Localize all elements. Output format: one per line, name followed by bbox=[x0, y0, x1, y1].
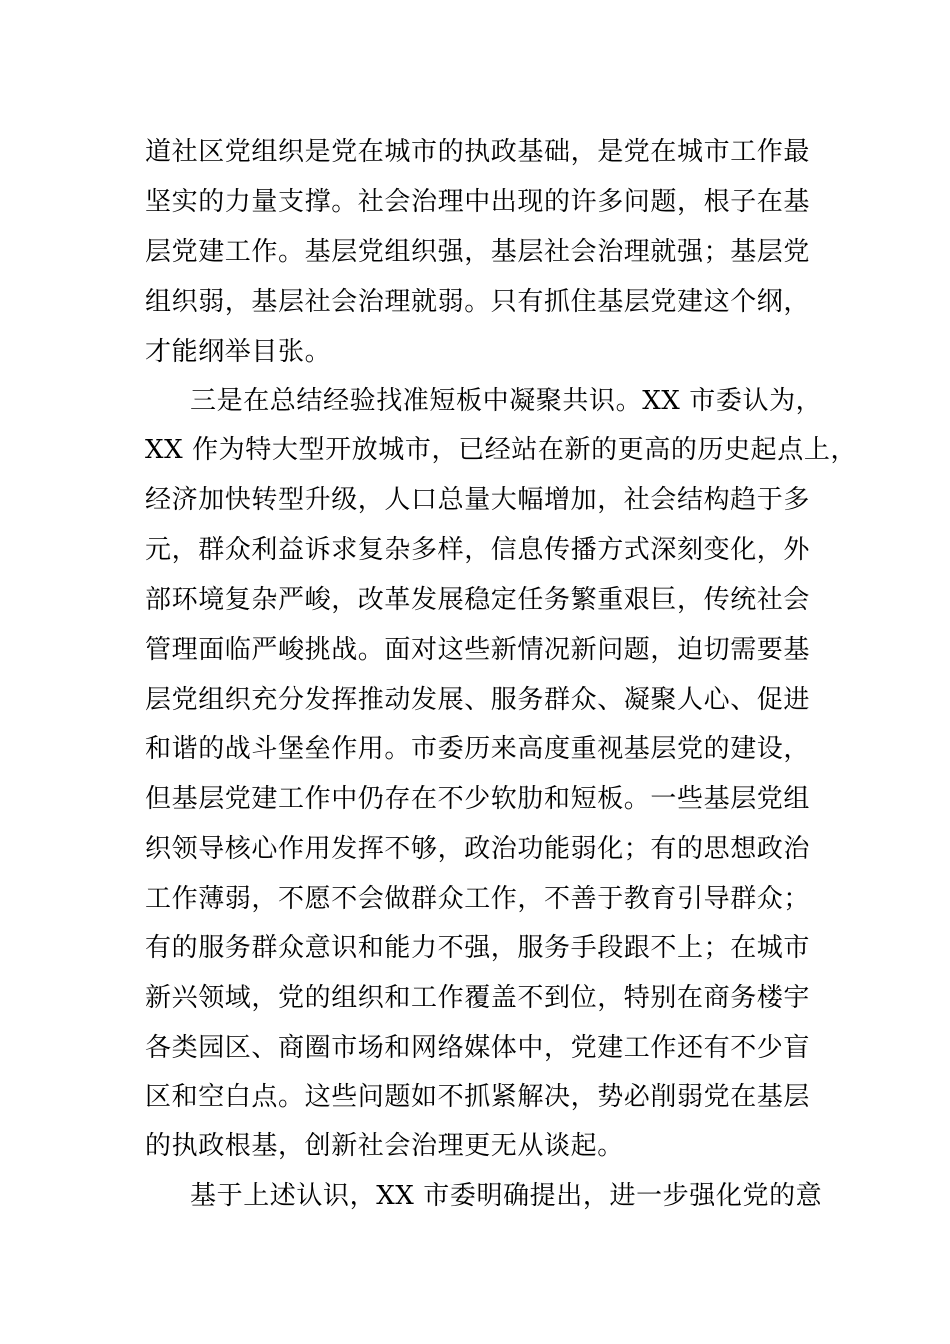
text-line: 和谐的战斗堡垒作用。市委历来高度重视基层党的建设， bbox=[145, 734, 811, 764]
text-line: 层党建工作。基层党组织强，基层社会治理就强；基层党 bbox=[145, 237, 811, 267]
text-line: XX 作为特大型开放城市，已经站在新的更高的历史起点上， bbox=[145, 435, 858, 465]
text-line: 工作薄弱，不愿不会做群众工作，不善于教育引导群众； bbox=[145, 884, 811, 914]
text-line: 的执政根基，创新社会治理更无从谈起。 bbox=[145, 1131, 624, 1161]
text-line: 新兴领域，党的组织和工作覆盖不到位，特别在商务楼宇 bbox=[145, 983, 811, 1013]
text-line: 道社区党组织是党在城市的执政基础，是党在城市工作最 bbox=[145, 137, 811, 167]
text-line: 织领导核心作用发挥不够，政治功能弱化；有的思想政治 bbox=[145, 834, 811, 864]
text-line: 才能纲举目张。 bbox=[145, 337, 332, 367]
paragraph-start-line: 基于上述认识，XX 市委明确提出，进一步强化党的意 bbox=[190, 1181, 823, 1211]
text-line: 坚实的力量支撑。社会治理中出现的许多问题，根子在基 bbox=[145, 187, 811, 217]
text-line: 经济加快转型升级，人口总量大幅增加，社会结构趋于多 bbox=[145, 485, 811, 515]
text-line: 层党组织充分发挥推动发展、服务群众、凝聚人心、促进 bbox=[145, 685, 811, 715]
text-line: 各类园区、商圈市场和网络媒体中，党建工作还有不少盲 bbox=[145, 1033, 811, 1063]
text-line: 管理面临严峻挑战。面对这些新情况新问题，迫切需要基 bbox=[145, 635, 811, 665]
text-line: 部环境复杂严峻，改革发展稳定任务繁重艰巨，传统社会 bbox=[145, 585, 811, 615]
text-line: 组织弱，基层社会治理就弱。只有抓住基层党建这个纲， bbox=[145, 287, 811, 317]
text-line: 元，群众利益诉求复杂多样，信息传播方式深刻变化，外 bbox=[145, 535, 811, 565]
text-line: 区和空白点。这些问题如不抓紧解决，势必削弱党在基层 bbox=[145, 1082, 811, 1112]
text-line: 有的服务群众意识和能力不强，服务手段跟不上；在城市 bbox=[145, 933, 811, 963]
text-line: 但基层党建工作中仍存在不少软肋和短板。一些基层党组 bbox=[145, 784, 811, 814]
paragraph-start-line: 三是在总结经验找准短板中凝聚共识。XX 市委认为， bbox=[190, 386, 823, 416]
